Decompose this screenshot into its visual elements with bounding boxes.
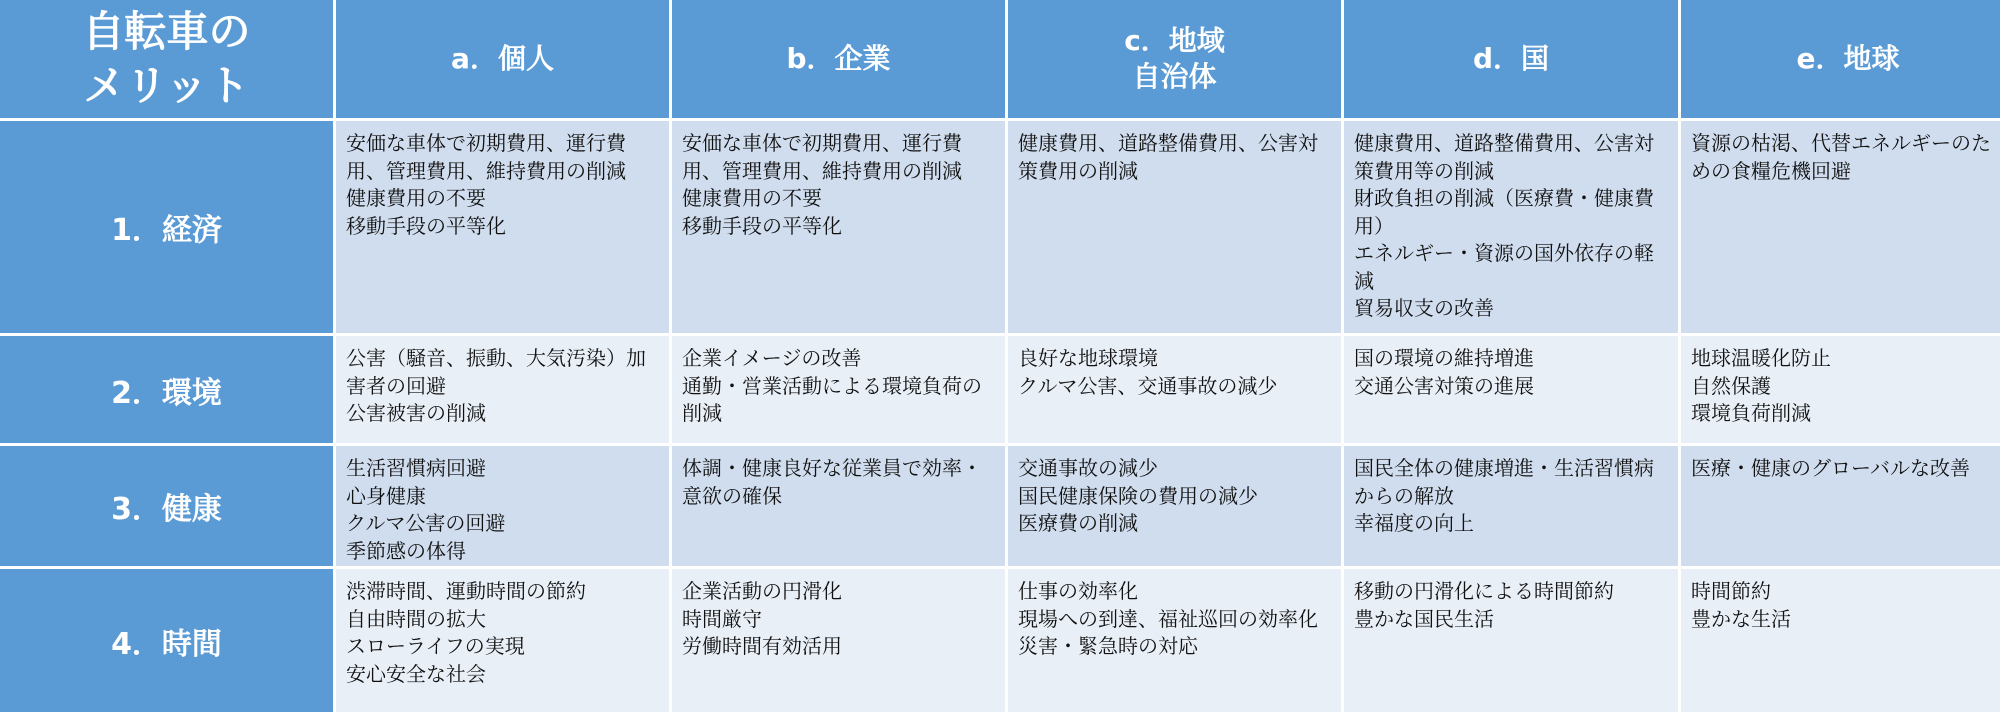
table-corner-title: 自転車の メリット	[0, 0, 333, 118]
column-header-local-government: c．地域 自治体	[1008, 0, 1341, 118]
table-cell: 時間節約 豊かな生活	[1681, 569, 2000, 712]
row-header-environment: 2．環境	[0, 336, 333, 443]
table-cell: 医療・健康のグローバルな改善	[1681, 446, 2000, 566]
table-cell: 国民全体の健康増進・生活習慣病からの解放 幸福度の向上	[1344, 446, 1678, 566]
table-cell: 健康費用、道路整備費用、公害対策費用等の削減 財政負担の削減（医療費・健康費用） エネルギー・資源の国外依存の軽減 貿易収支の改善	[1344, 121, 1678, 333]
table-cell: 地球温暖化防止 自然保護 環境負荷削減	[1681, 336, 2000, 443]
column-header-company: b．企業	[672, 0, 1005, 118]
table-cell: 健康費用、道路整備費用、公害対策費用の削減	[1008, 121, 1341, 333]
table-cell: 企業イメージの改善 通勤・営業活動による環境負荷の削減	[672, 336, 1005, 443]
table-cell: 仕事の効率化 現場への到達、福祉巡回の効率化 災害・緊急時の対応	[1008, 569, 1341, 712]
row-header-economy: 1．経済	[0, 121, 333, 333]
table-cell: 企業活動の円滑化 時間厳守 労働時間有効活用	[672, 569, 1005, 712]
table-cell: 安価な車体で初期費用、運行費用、管理費用、維持費用の削減 健康費用の不要 移動手段の平等化	[672, 121, 1005, 333]
column-header-earth: e．地球	[1681, 0, 2000, 118]
row-header-time: 4．時間	[0, 569, 333, 712]
table-cell: 安価な車体で初期費用、運行費用、管理費用、維持費用の削減 健康費用の不要 移動手段の平等化	[336, 121, 669, 333]
table-cell: 渋滞時間、運動時間の節約 自由時間の拡大 スローライフの実現 安心安全な社会	[336, 569, 669, 712]
table-cell: 移動の円滑化による時間節約 豊かな国民生活	[1344, 569, 1678, 712]
column-header-nation: d．国	[1344, 0, 1678, 118]
table-cell: 交通事故の減少 国民健康保険の費用の減少 医療費の削減	[1008, 446, 1341, 566]
table-cell: 体調・健康良好な従業員で効率・意欲の確保	[672, 446, 1005, 566]
row-header-health: 3．健康	[0, 446, 333, 566]
table-cell: 資源の枯渇、代替エネルギーのための食糧危機回避	[1681, 121, 2000, 333]
table-cell: 良好な地球環境 クルマ公害、交通事故の減少	[1008, 336, 1341, 443]
table-cell: 生活習慣病回避 心身健康 クルマ公害の回避 季節感の体得	[336, 446, 669, 566]
table-cell: 公害（騒音、振動、大気汚染）加害者の回避 公害被害の削減	[336, 336, 669, 443]
column-header-individual: a．個人	[336, 0, 669, 118]
table-cell: 国の環境の維持増進 交通公害対策の進展	[1344, 336, 1678, 443]
